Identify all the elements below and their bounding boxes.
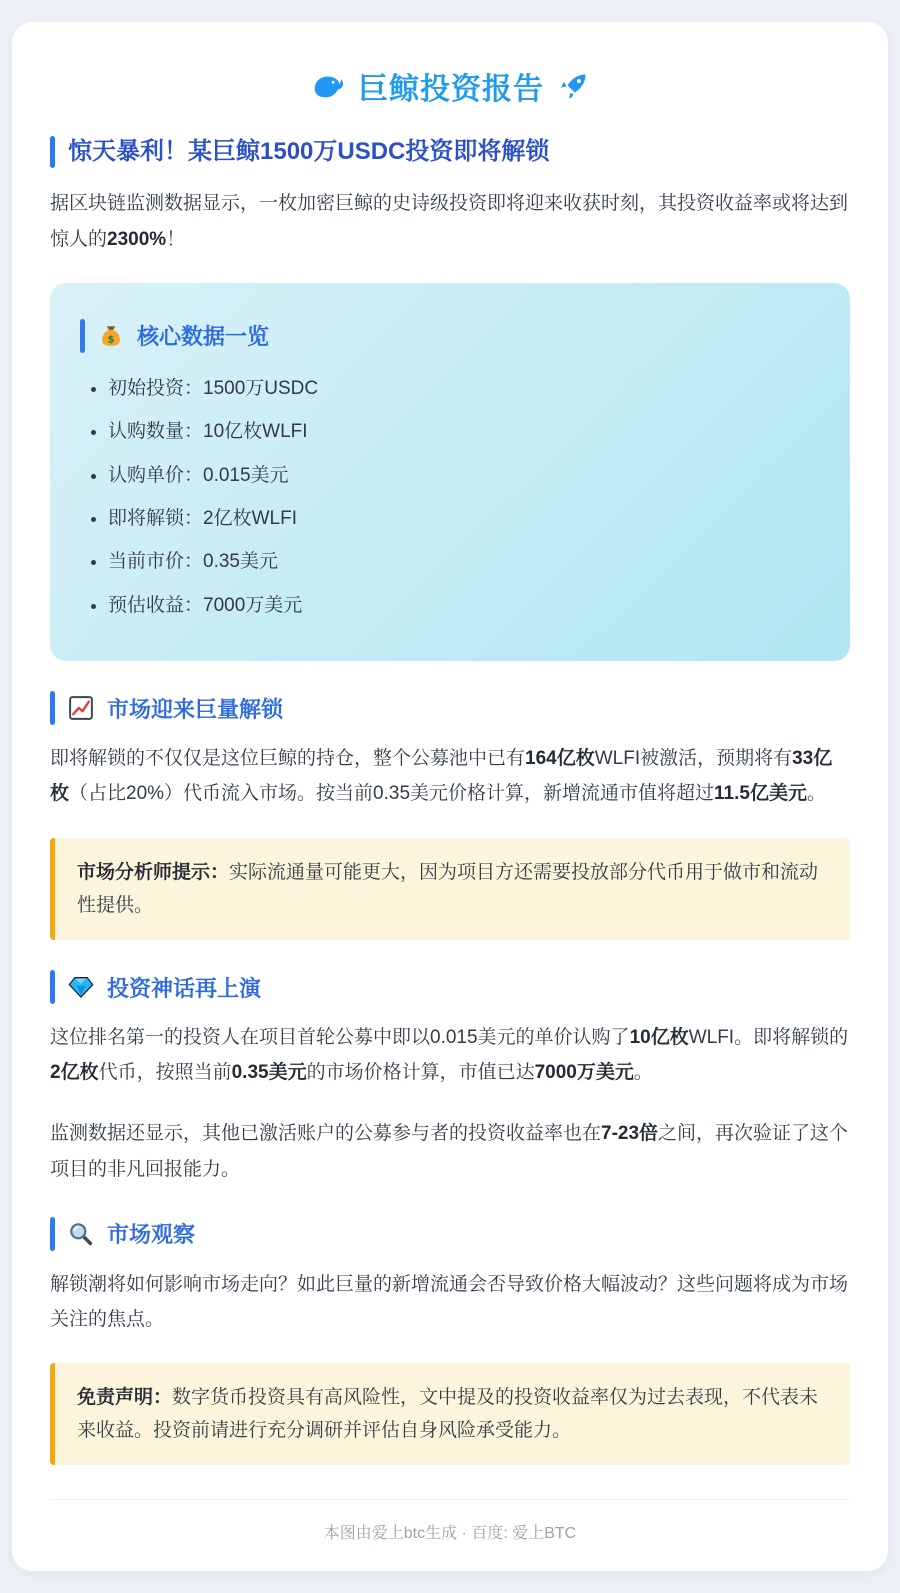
analyst-note-label: 市场分析师提示： bbox=[77, 861, 230, 883]
item-value: 0.35美元 bbox=[203, 551, 278, 573]
market-unlock-paragraph: 即将解锁的不仅仅是这位巨鲸的持仓，整个公募池中已有164亿枚WLFI被激活，预期将有33亿枚（占比20%）代币流入市场。按当前0.35美元价格计算，新增流通市值将超过11.5亿美元。 bbox=[50, 748, 833, 805]
section-title: 投资神话再上演 bbox=[107, 975, 262, 1001]
list-item bbox=[108, 410, 820, 453]
section-heading-observation bbox=[50, 1217, 850, 1251]
item-label: 初始投资： bbox=[108, 377, 204, 399]
item-label: 即将解锁： bbox=[108, 507, 204, 529]
core-data-box bbox=[50, 283, 850, 662]
legend-paragraph-1: 这位排名第一的投资人在项目首轮公募中即以0.015美元的单价认购了10亿枚WLFI。即将解锁的2亿枚代币，按照当前0.35美元的市场价格计算，市值已达7000万美元。 bbox=[50, 1027, 849, 1084]
svg-text:$: $ bbox=[107, 334, 115, 346]
section-heading-legend bbox=[50, 970, 850, 1004]
analyst-note-text: 实际流通量可能更大，因为项目方还需要投放部分代币用于做市和流动性提供。 bbox=[77, 861, 819, 916]
item-value: 0.015美元 bbox=[203, 464, 289, 486]
list-item bbox=[108, 497, 820, 540]
core-data-accent-bar bbox=[80, 319, 85, 353]
section-accent-bar bbox=[50, 691, 55, 725]
item-value: 1500万USDC bbox=[203, 377, 319, 399]
core-data-title: 核心数据一览 bbox=[137, 324, 270, 350]
analyst-note-callout bbox=[50, 838, 850, 941]
legend-paragraph-2: 监测数据还显示，其他已激活账户的公募参与者的投资收益率也在7-23倍之间，再次验证了这个项目的非凡回报能力。 bbox=[50, 1123, 849, 1180]
whale-icon bbox=[310, 69, 344, 103]
intro-paragraph: 据区块链监测数据显示，一枚加密巨鲸的史诗级投资即将迎来收获时刻，其投资收益率或将达到惊人的2300%！ bbox=[50, 193, 849, 250]
section-heading-market-unlock bbox=[50, 691, 850, 725]
page-title bbox=[50, 64, 850, 108]
item-value: 7000万美元 bbox=[203, 594, 303, 616]
list-item bbox=[108, 584, 820, 627]
section-accent-bar bbox=[50, 970, 55, 1004]
footer-attribution: 本图由爱上btc生成 · 百度: 爱上BTC bbox=[50, 1499, 850, 1547]
rocket-icon bbox=[558, 70, 590, 102]
observation-paragraph: 解锁潮将如何影响市场走向？如此巨量的新增流通会否导致价格大幅波动？这些问题将成为市场关注的焦点。 bbox=[50, 1273, 849, 1330]
section-accent-bar bbox=[50, 1217, 55, 1251]
disclaimer-text: 数字货币投资具有高风险性，文中提及的投资收益率仅为过去表现，不代表未来收益。投资前请进行充分调研并评估自身风险承受能力。 bbox=[77, 1386, 819, 1442]
section-title: 市场迎来巨量解锁 bbox=[107, 696, 284, 722]
chart-up-icon bbox=[67, 694, 95, 722]
headline-text: 惊天暴利！某巨鲸1500万USDC投资即将解锁 bbox=[68, 138, 550, 165]
core-data-heading bbox=[80, 319, 820, 353]
section-title: 市场观察 bbox=[107, 1222, 196, 1248]
page-title-text: 巨鲸投资报告 bbox=[358, 73, 544, 106]
list-item bbox=[108, 454, 820, 497]
item-label: 认购单价： bbox=[108, 464, 204, 486]
item-label: 认购数量： bbox=[108, 421, 204, 443]
headline bbox=[50, 136, 850, 168]
item-label: 当前市价： bbox=[108, 551, 204, 573]
list-item bbox=[108, 540, 820, 583]
disclaimer-label: 免责声明： bbox=[77, 1386, 173, 1408]
magnifier-icon bbox=[67, 1220, 95, 1248]
disclaimer-callout bbox=[50, 1363, 850, 1466]
core-data-list bbox=[80, 367, 820, 628]
item-value: 2亿枚WLFI bbox=[203, 507, 297, 529]
money-bag-icon bbox=[97, 322, 125, 350]
item-label: 预估收益： bbox=[108, 594, 204, 616]
headline-accent-bar bbox=[50, 136, 55, 168]
list-item bbox=[108, 367, 820, 410]
item-value: 10亿枚WLFI bbox=[203, 421, 308, 443]
gem-icon bbox=[67, 973, 95, 1001]
report-card bbox=[12, 22, 888, 1571]
